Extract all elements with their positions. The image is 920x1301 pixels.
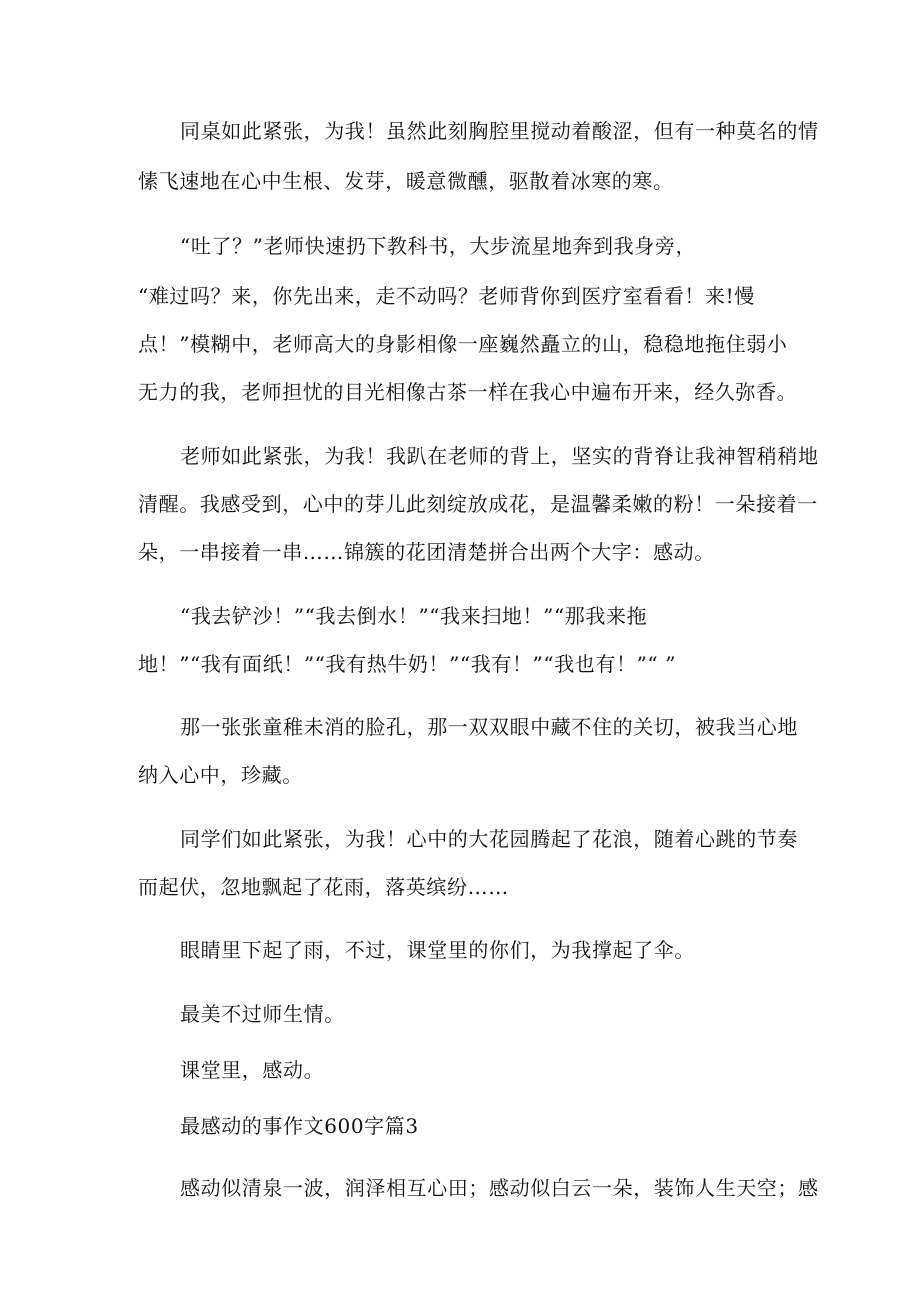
text-line: 最美不过师生情。 [180,1002,345,1026]
text-line: 地！”“我有面纸！”“我有热牛奶！”“我有！”“我也有！”“ ” [138,652,677,676]
text-line: 同学们如此紧张，为我！心中的大花园腾起了花浪，随着心跳的节奏 [180,827,798,851]
text-line: 同桌如此紧张，为我！虽然此刻胸腔里搅动着酸涩，但有一种莫名的情 [180,119,819,143]
text-line: 老师如此紧张，为我！我趴在老师的背上，坚实的背脊让我神智稍稍地 [180,444,819,468]
text-line: 那一张张童稚未消的脸孔，那一双双眼中藏不住的关切，被我当心地 [180,715,798,739]
text-line: “难过吗？来，你先出来，走不动吗？老师背你到医疗室看看！来!慢 [138,284,755,308]
text-line: 感动似清泉一波，润泽相互心田；感动似白云一朵，装饰人生天空；感 [180,1176,819,1200]
text-line: “我去铲沙！”“我去倒水！”“我来扫地！”“那我来拖 [180,604,648,628]
text-line: 纳入心中，珍藏。 [138,763,303,787]
text-line: 眼睛里下起了雨，不过，课堂里的你们，为我撑起了伞。 [180,938,695,962]
text-line: “吐了？”老师快速扔下教科书，大步流星地奔到我身旁， [180,234,697,258]
text-line: 朵，一串接着一串……锦簇的花团清楚拼合出两个大字：感动。 [138,540,715,564]
text-line: 愫飞速地在心中生根、发芽，暖意微醺，驱散着冰寒的寒。 [138,169,674,193]
text-line: 课堂里，感动。 [180,1058,325,1082]
text-line: 无力的我，老师担忧的目光相像古茶一样在我心中遍布开来，经久弥香。 [138,380,798,404]
text-line: 清醒。我感受到，心中的芽儿此刻绽放成花，是温馨柔嫩的粉！一朵接着一 [138,492,818,516]
text-line: 点！”模糊中，老师高大的身影相像一座巍然矗立的山，稳稳地拖住弱小 [138,332,788,356]
text-line: 而起伏，忽地飘起了花雨，落英缤纷…… [138,875,509,899]
section-heading: 最感动的事作文600字篇3 [180,1114,419,1138]
